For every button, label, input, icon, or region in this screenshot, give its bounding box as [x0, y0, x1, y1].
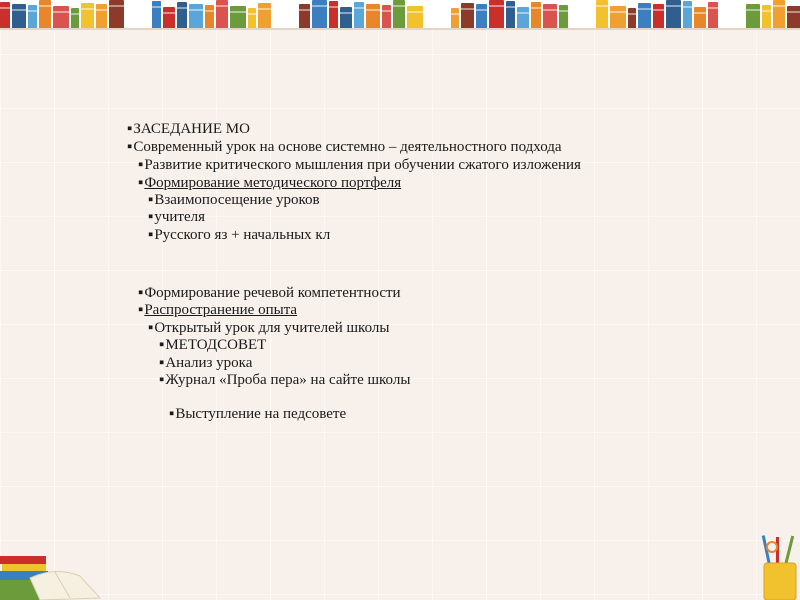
item-text: МЕТОДСОВЕТ — [165, 337, 267, 353]
bullet-item — [159, 355, 252, 372]
item-text: ЗАСЕДАНИЕ МО — [133, 121, 250, 137]
bullet-marker: ▪ — [169, 406, 175, 422]
item-text: Открытый урок для учителей школы — [154, 320, 390, 336]
item-text: Русского яз + начальных кл — [154, 227, 331, 243]
book-spine — [0, 556, 46, 564]
pencil-cup-icon — [760, 535, 800, 600]
bullet-item — [148, 209, 205, 226]
bullet-marker: ▪ — [159, 355, 165, 371]
bullet-marker: ▪ — [127, 139, 133, 155]
open-book-pages — [30, 571, 100, 600]
book-spine — [2, 564, 46, 571]
bullet-item — [138, 302, 297, 319]
bullet-marker: ▪ — [148, 192, 154, 208]
bullet-item — [127, 121, 250, 138]
item-text: Формирование речевой компетентности — [144, 285, 401, 301]
bullet-marker: ▪ — [159, 372, 165, 388]
item-text: Формирование методического портфеля — [144, 175, 402, 191]
item-text: Современный урок на основе системно – деятельностного подхода — [133, 139, 562, 155]
item-text: Распространение опыта — [144, 302, 298, 318]
bullet-marker: ▪ — [138, 175, 144, 191]
bullet-item — [169, 406, 346, 423]
bullet-item — [148, 320, 389, 337]
bullet-item — [148, 192, 320, 209]
bullet-marker: ▪ — [148, 227, 154, 243]
item-text: Развитие критического мышления при обучении сжатого изложения — [144, 157, 581, 173]
bullet-item — [138, 175, 401, 192]
bullet-item — [138, 157, 581, 174]
bullet-item — [159, 337, 266, 354]
item-text: учителя — [154, 209, 205, 225]
item-text: Выступление на педсовете — [175, 406, 347, 422]
scissors-handle — [767, 542, 777, 552]
bullet-marker: ▪ — [148, 209, 154, 225]
item-text: Взаимопосещение уроков — [154, 192, 320, 208]
bullet-marker: ▪ — [127, 121, 133, 137]
bullet-item — [138, 285, 401, 302]
bullet-item — [159, 372, 410, 389]
bullet-marker: ▪ — [138, 302, 144, 318]
bullet-item — [127, 139, 562, 156]
pencil — [784, 536, 794, 566]
item-text: Журнал «Проба пера» на сайте школы — [165, 372, 411, 388]
bullet-marker: ▪ — [138, 157, 144, 173]
bullet-marker: ▪ — [148, 320, 154, 336]
bullet-marker: ▪ — [138, 285, 144, 301]
item-text: Анализ урока — [165, 355, 253, 371]
bullet-item — [148, 227, 330, 244]
bullet-marker: ▪ — [159, 337, 165, 353]
cup — [764, 563, 796, 600]
open-book-stack-icon — [0, 548, 110, 600]
